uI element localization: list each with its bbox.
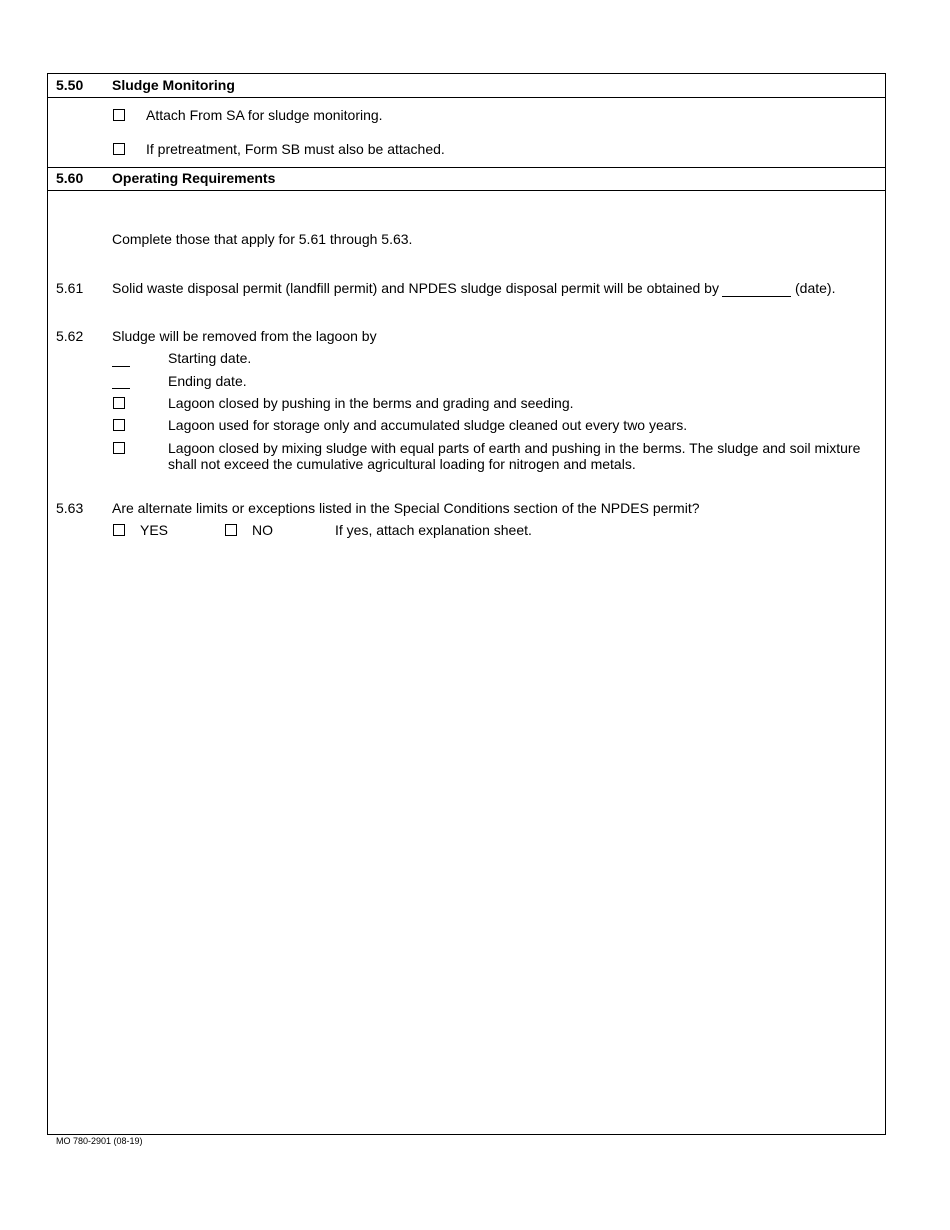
section-563-number: 5.63: [56, 500, 84, 516]
section-562-number: 5.62: [56, 328, 84, 344]
section-561-suffix: (date).: [795, 280, 836, 296]
checkbox-attach-form-sa[interactable]: [113, 109, 125, 121]
attach-form-sa-label: Attach From SA for sludge monitoring.: [146, 107, 383, 123]
divider: [48, 97, 885, 98]
section-561-text: Solid waste disposal permit (landfill permit) and NPDES sludge disposal permit will be obtained by: [112, 280, 719, 296]
divider: [48, 167, 885, 168]
section-563-question: Are alternate limits or exceptions listed in the Special Conditions section of the NPDES permit?: [112, 500, 700, 516]
no-label: NO: [252, 522, 273, 538]
checkbox-lagoon-closed-mixing[interactable]: [113, 442, 125, 454]
lagoon-storage-only-label: Lagoon used for storage only and accumulated sludge cleaned out every two years.: [168, 417, 688, 433]
section-560-intro: Complete those that apply for 5.61 through 5.63.: [112, 231, 413, 247]
section-560-number: 5.60: [56, 170, 84, 186]
lagoon-closed-mixing-label: Lagoon closed by mixing sludge with equal parts of earth and pushing in the berms. The sludge and soil mixture: [168, 440, 861, 456]
lagoon-closed-mixing-label-cont: shall not exceed the cumulative agricultural loading for nitrogen and metals.: [168, 456, 636, 472]
divider: [48, 190, 885, 191]
ending-date-label: Ending date.: [168, 373, 247, 389]
section-562-text: Sludge will be removed from the lagoon by: [112, 328, 377, 344]
section-550-title: Sludge Monitoring: [112, 77, 235, 93]
checkbox-yes[interactable]: [113, 524, 125, 536]
checkbox-lagoon-closed-grading[interactable]: [113, 397, 125, 409]
checkbox-no[interactable]: [225, 524, 237, 536]
pretreatment-form-sb-label: If pretreatment, Form SB must also be attached.: [146, 141, 445, 157]
section-561-number: 5.61: [56, 280, 84, 296]
ending-date-blank[interactable]: [112, 388, 130, 389]
starting-date-blank[interactable]: [112, 366, 130, 367]
starting-date-label: Starting date.: [168, 350, 252, 366]
section-550-number: 5.50: [56, 77, 84, 93]
checkbox-pretreatment-form-sb[interactable]: [113, 143, 125, 155]
section-560-title: Operating Requirements: [112, 170, 276, 186]
yes-label: YES: [140, 522, 169, 538]
checkbox-lagoon-storage-only[interactable]: [113, 419, 125, 431]
permit-date-field[interactable]: [722, 296, 791, 297]
form-id-footer: MO 780-2901 (08-19): [56, 1136, 143, 1146]
yes-explanation-note: If yes, attach explanation sheet.: [335, 522, 532, 538]
lagoon-closed-grading-label: Lagoon closed by pushing in the berms and grading and seeding.: [168, 395, 574, 411]
